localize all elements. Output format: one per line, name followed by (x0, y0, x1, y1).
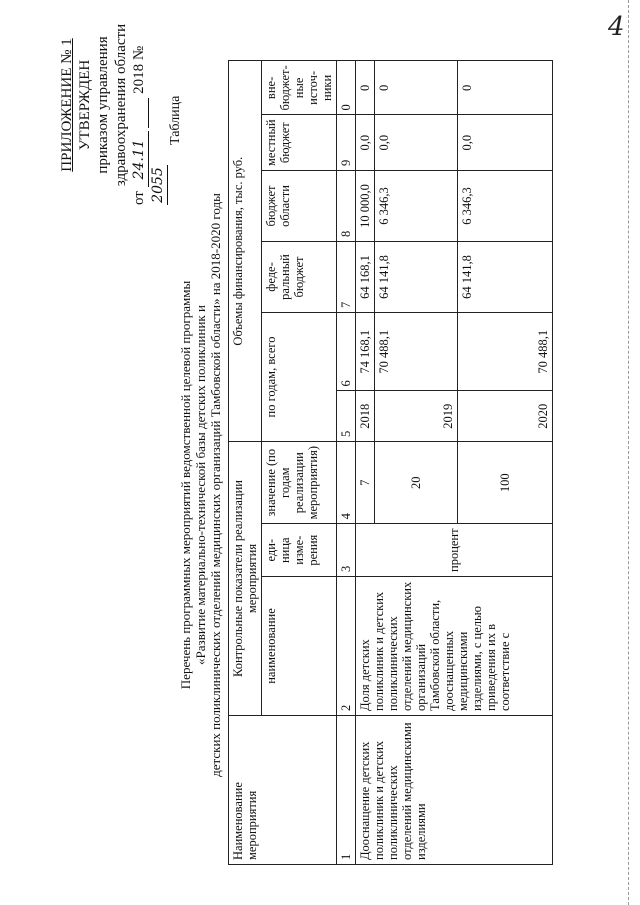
approved-by-line1: приказом управления (95, 36, 111, 174)
header-indicator-name: наименование (262, 577, 337, 716)
header-row-1 (229, 61, 262, 865)
table-caption (178, 165, 223, 805)
header-event-name: Наименование мероприятия (229, 716, 337, 865)
caption-line-2: «Развитие материально-технической базы детских поликлиник и (193, 305, 208, 665)
table-row (356, 61, 375, 865)
header-local: местный бюджет (262, 115, 337, 171)
regional-cell: 6 346,3 (375, 171, 458, 242)
total-cell: 70 488,1 (458, 313, 553, 391)
col-num-6: 6 (337, 313, 356, 391)
col-num-7: 7 (337, 242, 356, 313)
column-numbers-row (337, 61, 356, 865)
indicator-name-cell: Доля детских поликлиник и детских поликлинических отделений медицинских организаций Тамбовской области, дооснащенных медицинскими изделиями, с целью приведения их в соответствие с (356, 577, 553, 716)
col-num-3: 3 (337, 524, 356, 577)
approved-label: УТВЕРЖДЕН (77, 59, 93, 151)
approval-date-line (130, 5, 168, 205)
col-num-9: 9 (337, 115, 356, 171)
approval-year: 2018 № (131, 45, 147, 94)
total-cell: 70 488,1 (375, 313, 458, 391)
header-by-year: по годам, всего (262, 313, 337, 442)
total-cell: 74 168,1 (356, 313, 375, 391)
appendix-title: ПРИЛОЖЕНИЕ № 1 (59, 38, 75, 172)
col-num-2: 2 (337, 577, 356, 716)
extra-cell: 0 (458, 61, 553, 115)
local-cell: 0,0 (458, 115, 553, 171)
col-num-10: 0 (337, 61, 356, 115)
value-cell: 7 (356, 442, 375, 524)
header-control-indicators: Контрольные показатели реализации мероприятия (229, 442, 262, 716)
extra-cell: 0 (375, 61, 458, 115)
year-cell: 2019 (375, 391, 458, 442)
year-cell: 2020 (458, 391, 553, 442)
federal-cell: 64 141,8 (458, 242, 553, 313)
event-name-cell: Дооснащение детских поликлиник и детских поликлинических отделений медицинскими изделиями (356, 716, 553, 865)
approval-block (58, 5, 168, 205)
col-num-1: 1 (337, 716, 356, 865)
approval-number: 2055 (149, 165, 168, 205)
header-federal: феде-ральный бюджет (262, 242, 337, 313)
col-num-8: 8 (337, 171, 356, 242)
local-cell: 0,0 (375, 115, 458, 171)
value-cell: 100 (458, 442, 553, 524)
approved-by-line2: здравоохранения области (113, 23, 129, 187)
federal-cell: 64 168,1 (356, 242, 375, 313)
header-value: значение (по годам реализации мероприятия) (262, 442, 337, 524)
col-num-5: 5 (337, 391, 356, 442)
regional-cell: 10 000,0 (356, 171, 375, 242)
approval-date: 24.11 (130, 131, 149, 187)
date-prefix: от (131, 191, 147, 205)
caption-line-3: детских поликлинических отделений медицинских организаций Тамбовской области» на 2018-2020 годы (208, 193, 223, 777)
page-number: 4 (608, 12, 625, 42)
header-extra: вне-бюджет-ные источ-ники (262, 61, 337, 115)
local-cell: 0,0 (356, 115, 375, 171)
unit-cell: процент (356, 524, 553, 577)
col-num-4: 4 (337, 442, 356, 524)
program-events-table (228, 60, 553, 865)
header-financing: Объемы финансирования, тыс. руб. (229, 61, 262, 442)
year-cell: 2018 (356, 391, 375, 442)
scan-edge-divider (628, 0, 629, 905)
federal-cell: 64 141,8 (375, 242, 458, 313)
regional-cell: 6 346,3 (458, 171, 553, 242)
caption-line-1: Перечень программных мероприятий ведомственной целевой программы (178, 280, 193, 690)
header-unit: еди-ница изме-рения (262, 524, 337, 577)
extra-cell: 0 (356, 61, 375, 115)
header-regional: бюджет области (262, 171, 337, 242)
table-label: Таблица (168, 95, 183, 145)
value-cell: 20 (375, 442, 458, 524)
date-blank (130, 98, 149, 128)
